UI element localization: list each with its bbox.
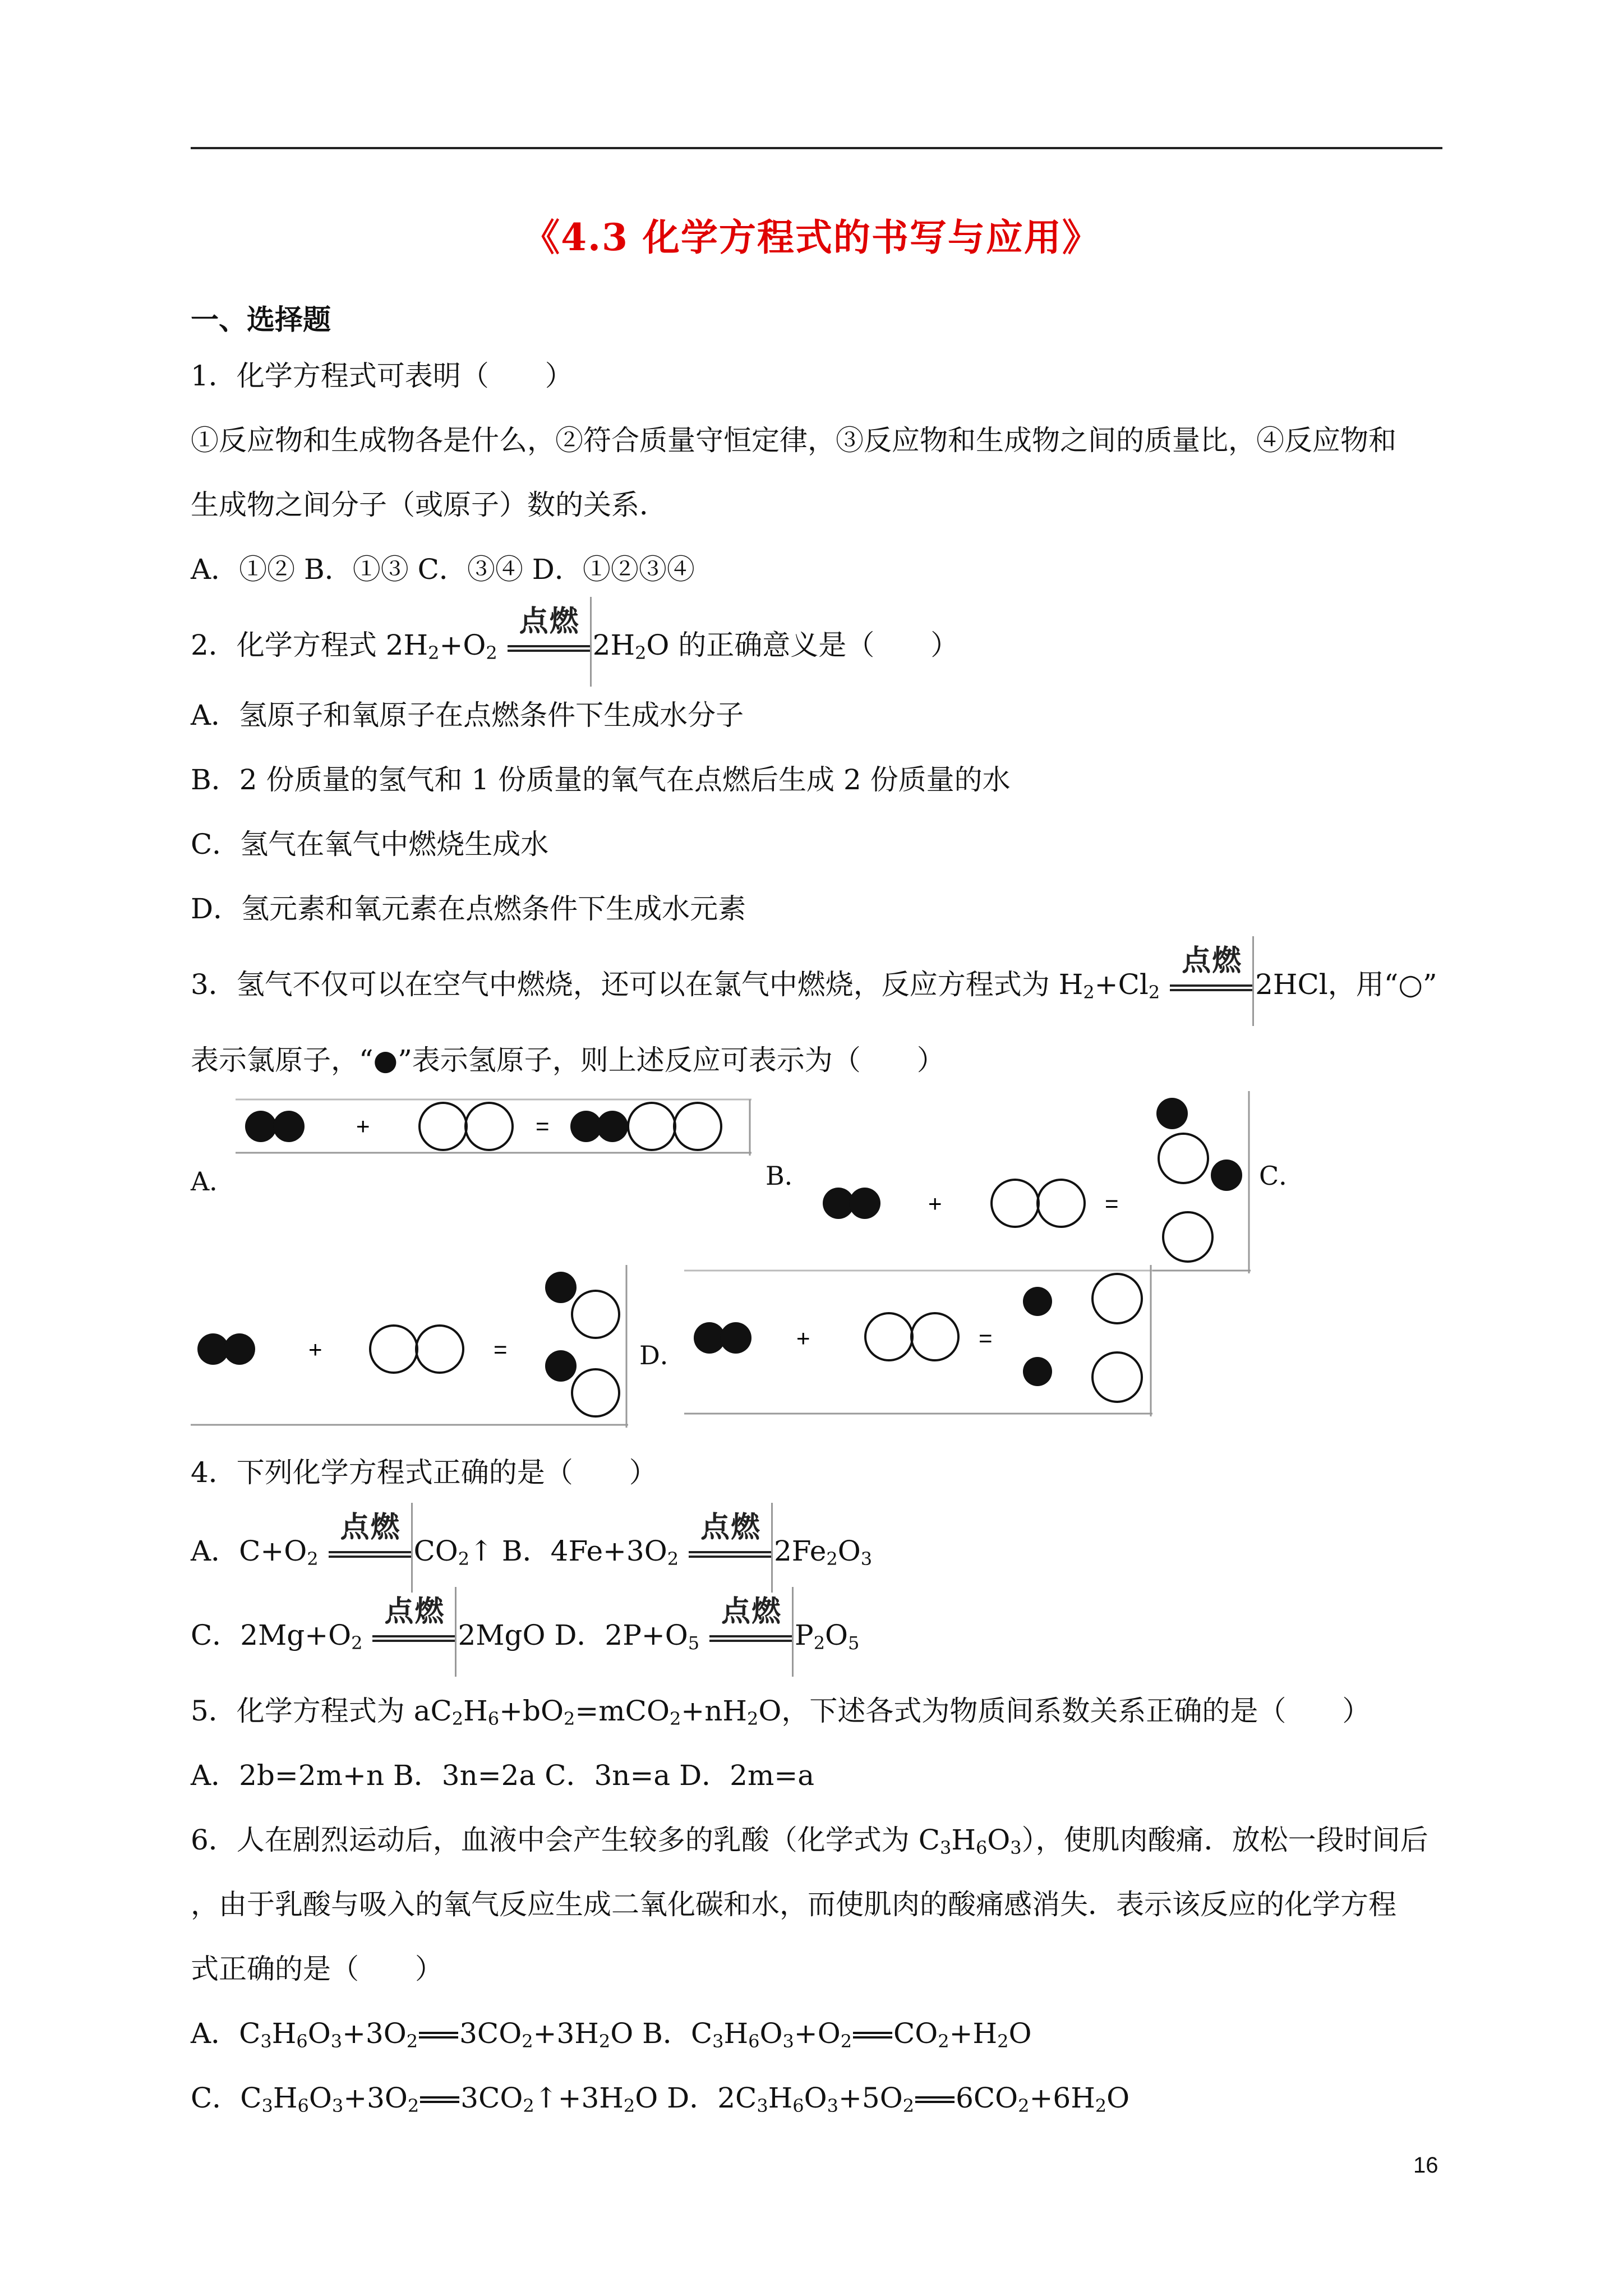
svg-text:=: = [979, 1325, 993, 1351]
condition-label: 点燃 [384, 1595, 445, 1628]
section-heading: 一、选择题 [191, 303, 331, 336]
q1-text-line3: 生成物之间分子（或原子）数的关系． [191, 489, 667, 521]
q4-c-label: C．2Mg+O [191, 1619, 352, 1651]
page-title: 《4.3 化学方程式的书写与应用》 [523, 215, 1100, 259]
double-line [329, 1551, 413, 1558]
svg-text:+: + [308, 1336, 322, 1363]
frame-line [792, 1587, 794, 1677]
equals-sign [420, 2092, 459, 2109]
reaction-condition-arrow [709, 1595, 794, 1654]
q4-options-cd: C．$2Mg+O_2$ 点燃 2MgO D．$2P+O_5$ 点燃 $P_2O_5$ [191, 1618, 859, 1654]
q4-stem: 4．下列化学方程式正确的是（ ） [191, 1456, 657, 1489]
frame-line [771, 1503, 773, 1593]
condition-label: 点燃 [700, 1511, 761, 1544]
q2-option-d: D．氢元素和氧元素在点燃条件下生成水元素 [191, 892, 746, 925]
condition-label: 点燃 [1182, 944, 1243, 978]
equals-sign [853, 2027, 892, 2044]
reaction-condition-arrow [329, 1511, 413, 1570]
q4-c-product: 2MgO D．2P+O [458, 1619, 688, 1651]
equals-sign [915, 2092, 955, 2109]
condition-label: 点燃 [519, 605, 580, 638]
q6-stem-line2: ，由于乳酸与吸入的氧气反应生成二氧化碳和水，而使肌肉的酸痛感消失．表示该反应的化学方程 [191, 1888, 1396, 1921]
q2-option-a: A．氢原子和氧原子在点燃条件下生成水分子 [191, 699, 744, 731]
double-line [1170, 984, 1254, 991]
q4-b-product: 2Fe [774, 1535, 827, 1567]
double-line [508, 645, 592, 652]
svg-text:=: = [494, 1336, 508, 1363]
reaction-condition-arrow [689, 1511, 773, 1570]
reaction-condition-arrow [372, 1595, 457, 1654]
q5-options: A．2b=2m+n B．3n=2a C．3n=a D．2m=a [191, 1759, 815, 1792]
q2-option-c: C．氢气在氧气中燃烧生成水 [191, 828, 549, 861]
q3-figure-c [191, 1265, 628, 1428]
q3-label-b: B． [766, 1161, 810, 1191]
q6-options-ab: A．$C_3H_6O_3+3O_2$ $3CO_2+3H_2O$ B．$C_3H_6O_3+O_2$ $CO_2+H_2O$ [191, 2017, 1032, 2052]
reaction-condition-arrow [508, 605, 592, 664]
q2-stem-pre: 2．化学方程式 2H [191, 629, 428, 661]
q1-stem: 1．化学方程式可表明（ ） [191, 360, 573, 392]
condition-label: 点燃 [721, 1595, 782, 1628]
q3-label-d: D． [639, 1340, 686, 1370]
reaction-condition-arrow [1170, 944, 1254, 1004]
page-number: 16 [1413, 2153, 1438, 2178]
q4-a-label: A．C+O [191, 1535, 307, 1567]
frame-line [590, 597, 592, 687]
svg-text:+: + [796, 1325, 810, 1351]
svg-text:+: + [356, 1113, 370, 1139]
double-line [709, 1635, 794, 1642]
q5-stem-b: ，下述各式为物质间系数关系正确的是（ ） [781, 1695, 1371, 1727]
frame-line [455, 1587, 457, 1677]
q3-stem-line2: 表示氯原子，“●”表示氢原子，则上述反应可表示为（ ） [191, 1044, 945, 1076]
q1-text-line2: ①反应物和生成物各是什么，②符合质量守恒定律，③反应物和生成物之间的质量比，④反应物和 [191, 424, 1396, 457]
q3-label-a: A． [191, 1166, 236, 1197]
q2-stem-post: O 的正确意义是（ ） [646, 629, 959, 661]
q5-stem: 5．化学方程式为 $aC_2H_6+bO_2=mCO_2+nH_2O$，下述各式为物质间系数关系正确的是（ ） [191, 1695, 1371, 1729]
q6-line1a: 6．人在剧烈运动后，血液中会产生较多的乳酸（化学式为 C [191, 1824, 940, 1856]
q4-a-tail: ↑ B．4Fe+3O [469, 1535, 667, 1567]
q3-label-c: C． [1259, 1161, 1305, 1191]
equals-sign [419, 2027, 458, 2044]
q4-a-product: CO [413, 1535, 458, 1567]
q6-stem-line3: 式正确的是（ ） [191, 1953, 443, 1985]
q6-line1b: ），使肌肉酸痛．放松一段时间后 [1021, 1824, 1428, 1856]
q3-figure-b [813, 1091, 1251, 1273]
svg-text:=: = [1105, 1190, 1119, 1217]
q5-stem-a: 5．化学方程式为 aC [191, 1695, 452, 1727]
frame-line [1252, 936, 1254, 1026]
q1-options: A．①② B．①③ C．③④ D．①②③④ [191, 553, 695, 586]
q4-options-ab: A．$C+O_2$ 点燃 $CO_2↑$ B．$4Fe+3O_2$ 点燃 $2Fe_2O_3$ [191, 1534, 872, 1570]
q2-stem: 2．化学方程式 $2H_2+O_2$ 点燃 $2H_2O$ 的正确意义是（ ） [191, 628, 958, 664]
q3-figure-d [684, 1265, 1152, 1416]
q3-figure-a [236, 1094, 751, 1156]
q3-stem: 3．氢气不仅可以在空气中燃烧，还可以在氯气中燃烧，反应方程式为 $H_2+Cl_2$ 点燃 2HCl，用“○” [191, 968, 1437, 1004]
svg-text:+: + [928, 1190, 942, 1217]
double-line [689, 1551, 773, 1558]
q3-stem-pre: 3．氢气不仅可以在空气中燃烧，还可以在氯气中燃烧，反应方程式为 H [191, 968, 1083, 1001]
frame-line [411, 1503, 413, 1593]
q4-d-product: P [795, 1619, 814, 1651]
q2-option-b: B．2 份质量的氢气和 1 份质量的氧气在点燃后生成 2 份质量的水 [191, 763, 1011, 796]
condition-label: 点燃 [340, 1511, 401, 1544]
q3-stem-post: 2HCl，用“○” [1255, 968, 1437, 1001]
double-line [372, 1635, 457, 1642]
svg-text:=: = [536, 1113, 550, 1139]
header-rule [191, 147, 1442, 149]
q6-options-cd: C．$C_3H_6O_3+3O_2$ $3CO_2↑+3H_2O$ D．$2C_3H_6O_3+5O_2$ $6CO_2+6H_2O$ [191, 2082, 1130, 2116]
q6-stem-line1: 6．人在剧烈运动后，血液中会产生较多的乳酸（化学式为 $C_3H_6O_3$），使肌肉酸痛．放松一段时间后 [191, 1824, 1428, 1858]
